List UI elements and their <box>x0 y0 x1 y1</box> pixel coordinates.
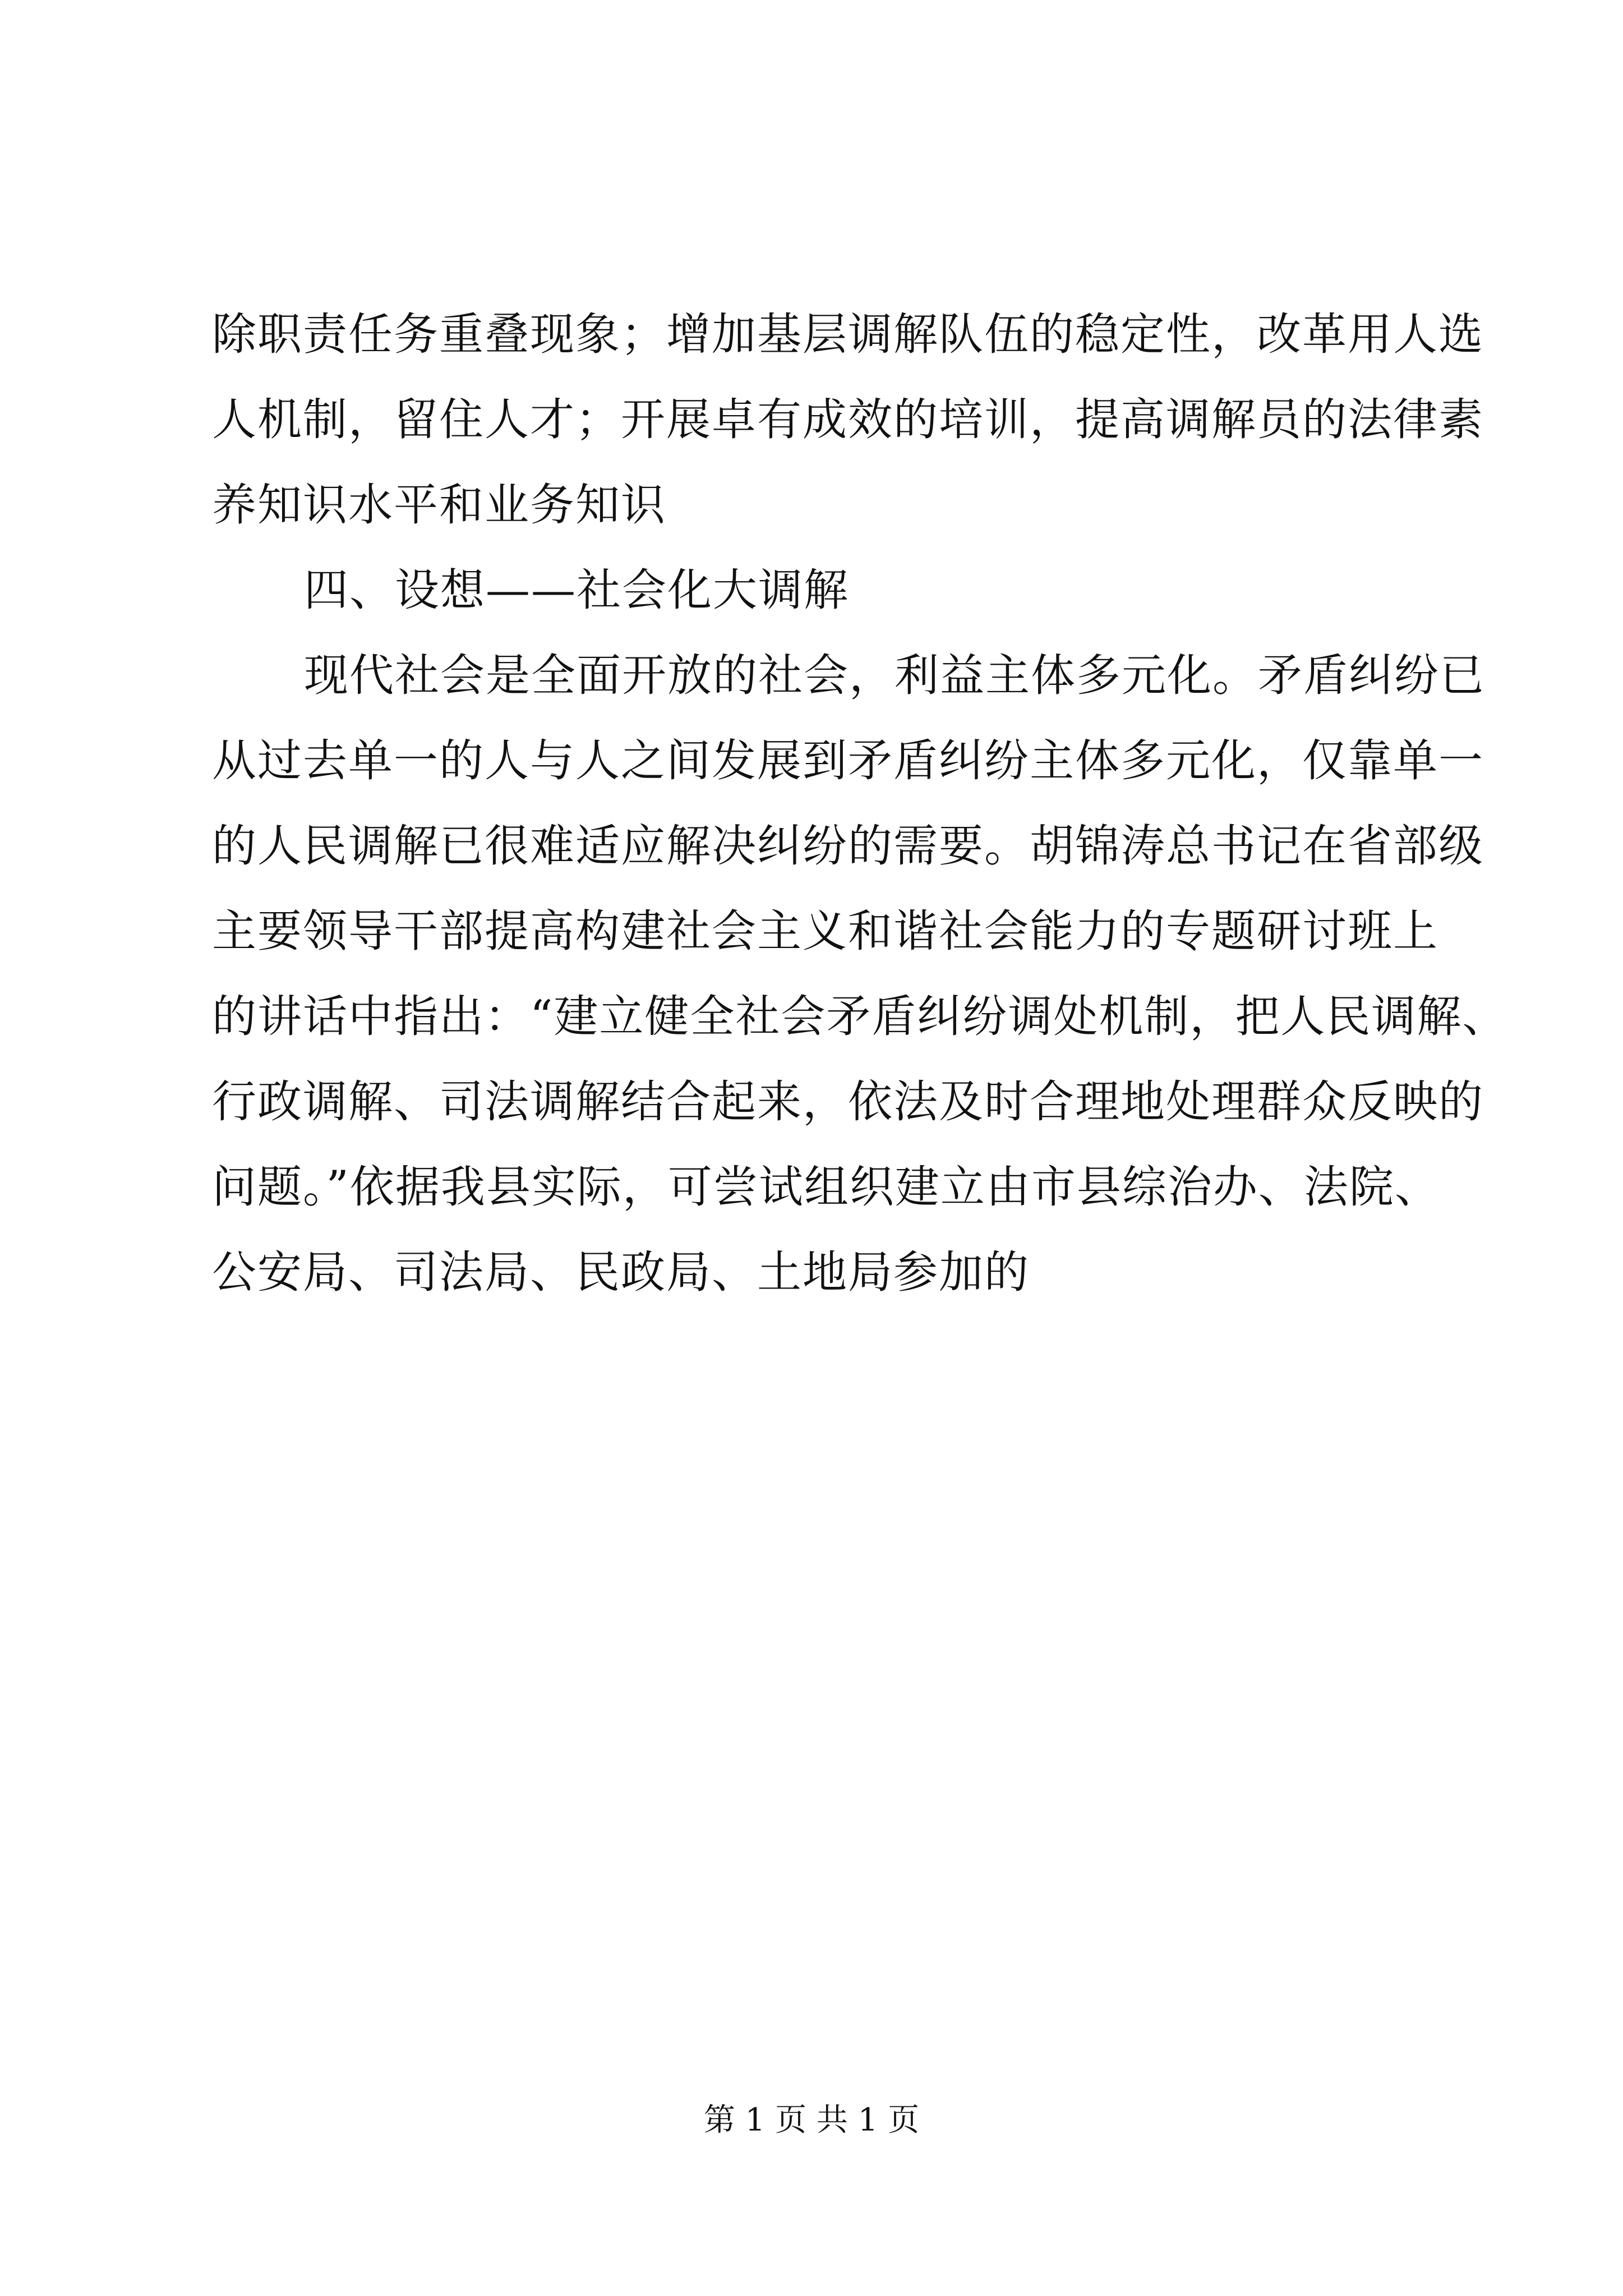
paragraph-line: 公安局、司法局、民政局、土地局参加的 <box>212 1246 1030 1298</box>
paragraph-line: 的讲话中指出：“建立健全社会矛盾纠纷调处机制，把人民调解、 <box>212 991 1508 1042</box>
paragraph-line: 除职责任务重叠现象；增加基层调解队伍的稳定性，改革用人选 <box>212 309 1484 360</box>
paragraph-line: 行政调解、司法调解结合起来，依法及时合理地处理群众反映的 <box>212 1076 1484 1128</box>
paragraph-line: 从过去单一的人与人之间发展到矛盾纠纷主体多元化，仅靠单一 <box>212 735 1484 786</box>
paragraph-line: 的人民调解已很难适应解决纠纷的需要。胡锦涛总书记在省部级 <box>212 820 1484 872</box>
paragraph-line: 人机制，留住人才；开展卓有成效的培训，提高调解员的法律素 <box>212 394 1484 445</box>
paragraph-line: 主要领导干部提高构建社会主义和谐社会能力的专题研讨班上 <box>212 905 1438 957</box>
paragraph-line: 养知识水平和业务知识 <box>212 479 666 531</box>
paragraph-line: 现代社会是全面开放的社会，利益主体多元化。矛盾纠纷已 <box>304 650 1485 701</box>
section-heading: 四、设想——社会化大调解 <box>304 564 849 616</box>
paragraph-line: 问题。”依据我县实际，可尝试组织建立由市县综治办、法院、 <box>212 1161 1440 1213</box>
page-number-footer: 第 1 页 共 1 页 <box>703 2102 920 2138</box>
document-body <box>212 292 1508 1315</box>
